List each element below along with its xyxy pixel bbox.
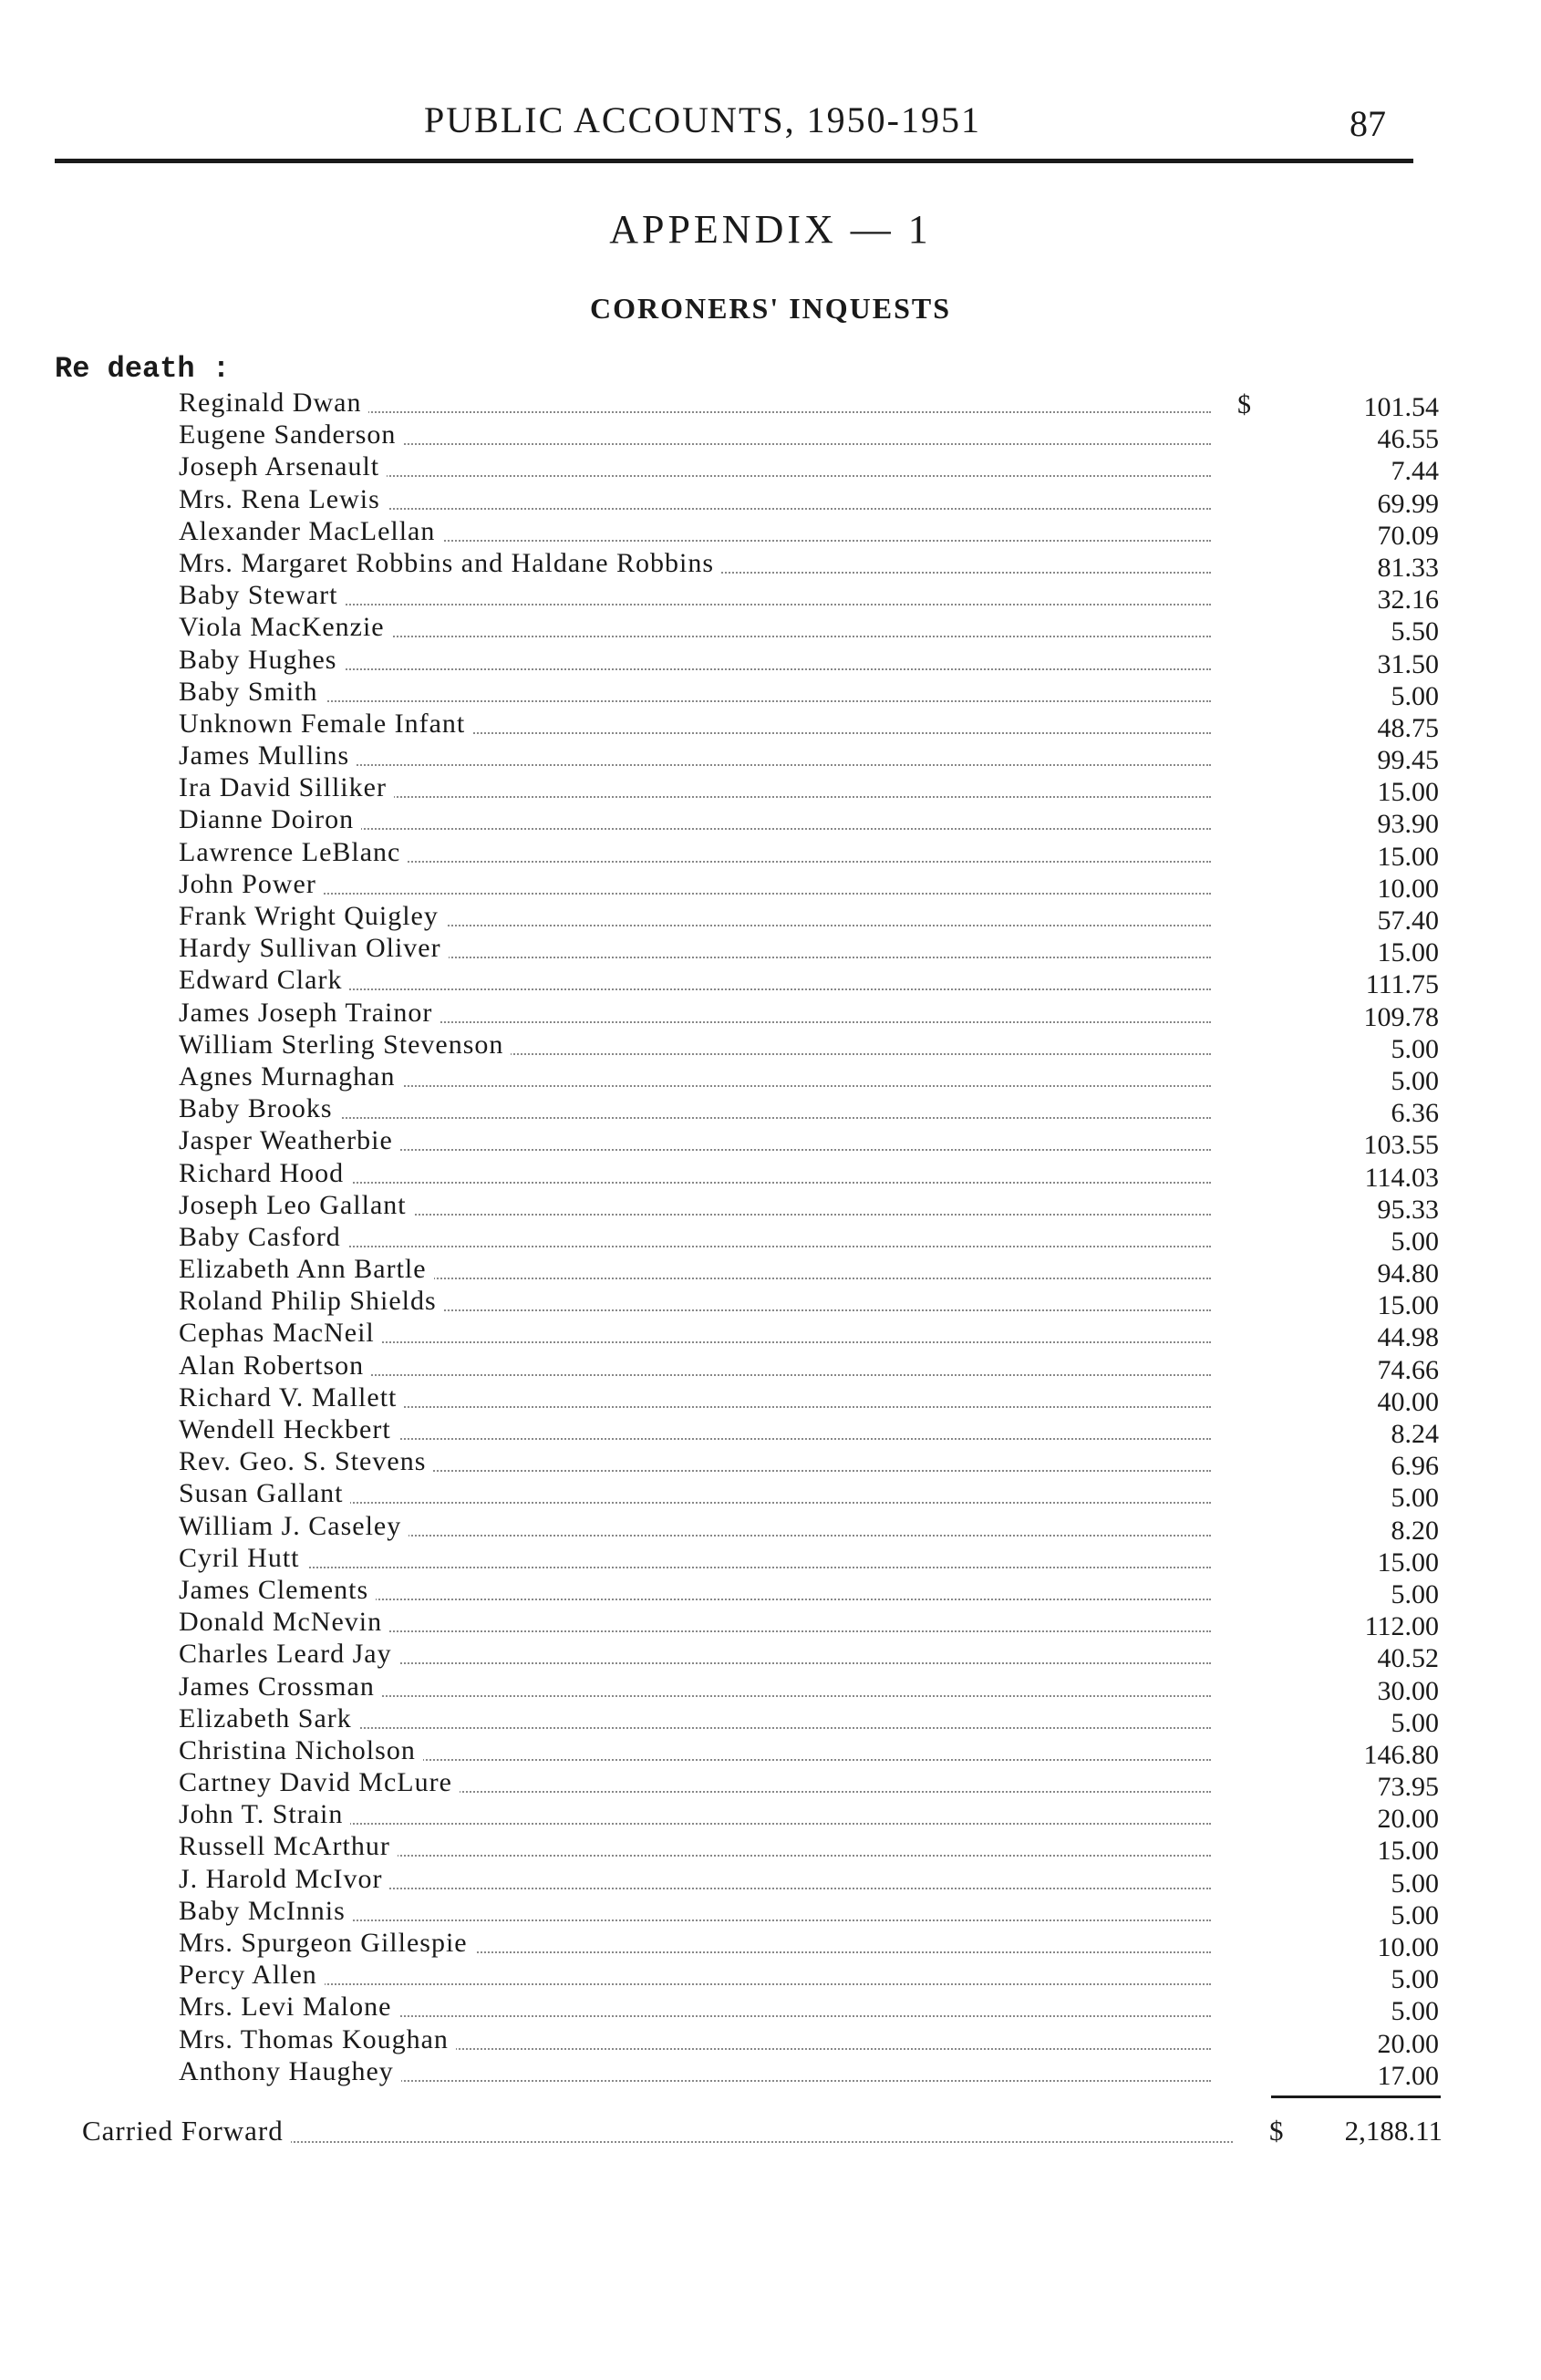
inquest-amount: 15.00 [1377, 1547, 1439, 1578]
inquest-amount: 17.00 [1377, 2060, 1439, 2091]
ledger-row [0, 740, 1541, 776]
deceased-name: James Crossman [179, 1671, 382, 1702]
ledger-row [0, 483, 1541, 519]
inquest-amount: 5.00 [1391, 680, 1439, 711]
inquest-amount: 31.50 [1377, 648, 1439, 679]
ledger-row [0, 2023, 1541, 2059]
ledger-row [0, 1798, 1541, 1835]
deceased-name: Alexander MacLellan [179, 515, 442, 547]
ledger-row [0, 1317, 1541, 1353]
ledger-row [0, 900, 1541, 936]
total-rule [1271, 2095, 1441, 2098]
ledger-row [0, 1542, 1541, 1578]
currency-symbol: $ [1237, 389, 1251, 419]
ledger-row [0, 419, 1541, 455]
inquest-amount: 74.66 [1377, 1354, 1439, 1385]
dot-leader [179, 1983, 1211, 1985]
deceased-name: William J. Caseley [179, 1510, 409, 1542]
dot-leader [179, 893, 1211, 895]
ledger-row [0, 868, 1541, 904]
deceased-name: Mrs. Spurgeon Gillespie [179, 1927, 475, 1959]
ledger-row [0, 1510, 1541, 1546]
ledger-row [0, 1445, 1541, 1482]
inquest-amount: 32.16 [1377, 585, 1439, 616]
ledger-row [0, 1061, 1541, 1096]
inquest-amount: 8.20 [1391, 1515, 1439, 1546]
ledger-row [0, 771, 1541, 808]
inquest-amount: 15.00 [1377, 777, 1439, 808]
inquest-amount: 93.90 [1377, 809, 1439, 840]
dot-leader [179, 1567, 1211, 1568]
deceased-name: Agnes Murnaghan [179, 1061, 402, 1092]
deceased-name: Baby Stewart [179, 579, 345, 611]
ledger-row [0, 932, 1541, 968]
inquest-amount: 70.09 [1377, 520, 1439, 551]
ledger-row [0, 708, 1541, 743]
ledger-row [0, 1895, 1541, 1930]
deceased-name: Christina Nicholson [179, 1734, 423, 1766]
inquest-amount: 46.55 [1377, 424, 1439, 455]
deceased-name: Susan Gallant [179, 1477, 350, 1509]
ledger-row [0, 611, 1541, 647]
inquest-amount: 5.00 [1391, 1578, 1439, 1609]
ledger-row [0, 1413, 1541, 1449]
deceased-name: Lawrence LeBlanc [179, 836, 408, 868]
header-rule [55, 159, 1413, 163]
inquest-amount: 48.75 [1377, 712, 1439, 743]
deceased-name: J. Harold McIvor [179, 1863, 389, 1895]
deceased-name: Joseph Arsenault [179, 450, 387, 482]
inquest-amount: 95.33 [1377, 1194, 1439, 1225]
deceased-name: Viola MacKenzie [179, 611, 392, 643]
deceased-name: Rev. Geo. S. Stevens [179, 1445, 433, 1477]
ledger-row [0, 1381, 1541, 1417]
deceased-name: Baby McInnis [179, 1895, 353, 1927]
ledger-row [0, 1734, 1541, 1770]
deceased-name: Cyril Hutt [179, 1542, 307, 1574]
deceased-name: Cephas MacNeil [179, 1317, 382, 1349]
re-death-subheading: Re death : [55, 352, 231, 386]
inquest-amount: 109.78 [1363, 1001, 1439, 1032]
ledger-row [0, 1574, 1541, 1609]
ledger-row [0, 1189, 1541, 1225]
deceased-name: Hardy Sullivan Oliver [179, 932, 449, 964]
ledger-row [0, 644, 1541, 679]
ledger-row [0, 997, 1541, 1032]
inquest-amount: 8.24 [1391, 1419, 1439, 1449]
deceased-name: James Clements [179, 1574, 376, 1606]
deceased-name: Baby Brooks [179, 1092, 340, 1124]
ledger-row [0, 1702, 1541, 1738]
deceased-name: Cartney David McLure [179, 1766, 460, 1798]
ledger-row [0, 1285, 1541, 1321]
ledger-row [0, 803, 1541, 840]
inquest-amount: 5.00 [1391, 1065, 1439, 1096]
inquest-amount: 5.50 [1391, 616, 1439, 647]
inquest-amount: 7.44 [1391, 456, 1439, 487]
deceased-name: Dianne Doiron [179, 803, 361, 835]
ledger-row [0, 1959, 1541, 1995]
inquest-amount: 5.00 [1391, 1964, 1439, 1995]
inquest-amount: 15.00 [1377, 1290, 1439, 1321]
inquest-amount: 20.00 [1377, 1804, 1439, 1835]
deceased-name: Elizabeth Sark [179, 1702, 359, 1734]
carried-forward-amount: 2,188.11 [1344, 2115, 1443, 2147]
deceased-name: Elizabeth Ann Bartle [179, 1253, 434, 1285]
ledger-row [0, 1124, 1541, 1161]
deceased-name: Joseph Leo Gallant [179, 1189, 414, 1221]
inquest-amount: 114.03 [1364, 1162, 1439, 1193]
deceased-name: Edward Clark [179, 964, 349, 996]
inquest-amount: 99.45 [1377, 745, 1439, 776]
inquest-amount: 94.80 [1377, 1258, 1439, 1289]
inquest-amount: 5.00 [1391, 1033, 1439, 1064]
ledger-row [0, 1991, 1541, 2027]
carried-forward-label: Carried Forward [82, 2114, 291, 2148]
inquest-amount: 101.54 [1363, 392, 1439, 422]
ledger-row [0, 964, 1541, 1000]
inquest-amount: 146.80 [1363, 1739, 1439, 1770]
deceased-name: Mrs. Levi Malone [179, 1991, 398, 2023]
inquest-amount: 5.00 [1391, 1707, 1439, 1738]
inquest-amount: 57.40 [1377, 905, 1439, 936]
inquest-amount: 40.52 [1377, 1643, 1439, 1674]
page-number: 87 [1350, 103, 1386, 144]
deceased-name: Charles Leard Jay [179, 1638, 399, 1670]
inquest-amount: 15.00 [1377, 937, 1439, 968]
inquest-amount: 73.95 [1377, 1772, 1439, 1803]
deceased-name: Ira David Silliker [179, 771, 394, 803]
ledger-row [0, 1927, 1541, 1962]
inquest-amount: 5.00 [1391, 1996, 1439, 2027]
deceased-name: Baby Casford [179, 1221, 348, 1253]
deceased-name: Unknown Female Infant [179, 708, 472, 740]
inquest-amount: 112.00 [1364, 1611, 1439, 1642]
inquest-amount: 81.33 [1377, 552, 1439, 583]
ledger-row [0, 387, 1541, 422]
deceased-name: John Power [179, 868, 324, 900]
deceased-name: Frank Wright Quigley [179, 900, 446, 932]
ledger-row [0, 1092, 1541, 1129]
ledger-row [0, 547, 1541, 583]
deceased-name: Percy Allen [179, 1959, 325, 1991]
ledger-row [0, 1477, 1541, 1514]
ledger-row [0, 1766, 1541, 1803]
deceased-name: Roland Philip Shields [179, 1285, 444, 1317]
ledger-row [0, 450, 1541, 487]
inquest-amount: 5.00 [1391, 1226, 1439, 1257]
inquest-amount: 15.00 [1377, 1836, 1439, 1867]
ledger-row [0, 1029, 1541, 1064]
deceased-name: Mrs. Rena Lewis [179, 483, 388, 515]
carried-forward-row [0, 2114, 1541, 2150]
deceased-name: Wendell Heckbert [179, 1413, 398, 1445]
inquest-amount: 5.00 [1391, 1483, 1439, 1514]
inquest-ledger [0, 387, 1541, 2091]
inquest-amount: 20.00 [1377, 2028, 1439, 2059]
ledger-row [0, 515, 1541, 551]
appendix-title: APPENDIX — 1 [609, 207, 932, 252]
deceased-name: James Joseph Trainor [179, 997, 440, 1029]
deceased-name: Baby Hughes [179, 644, 344, 676]
deceased-name: William Sterling Stevenson [179, 1029, 511, 1061]
inquest-amount: 15.00 [1377, 841, 1439, 872]
ledger-row [0, 1253, 1541, 1289]
inquest-amount: 111.75 [1365, 969, 1439, 1000]
deceased-name: Donald McNevin [179, 1606, 389, 1638]
section-title: CORONERS' INQUESTS [589, 292, 952, 325]
ledger-row [0, 1157, 1541, 1193]
ledger-row [0, 1638, 1541, 1674]
ledger-row [0, 836, 1541, 872]
deceased-name: Mrs. Margaret Robbins and Haldane Robbins [179, 547, 721, 579]
ledger-row [0, 676, 1541, 711]
deceased-name: Alan Robertson [179, 1350, 371, 1381]
running-title: PUBLIC ACCOUNTS, 1950-1951 [424, 99, 981, 140]
deceased-name: James Mullins [179, 740, 357, 771]
inquest-amount: 6.36 [1391, 1098, 1439, 1129]
deceased-name: Baby Smith [179, 676, 326, 708]
ledger-row [0, 1350, 1541, 1385]
ledger-row [0, 1830, 1541, 1867]
ledger-row [0, 1671, 1541, 1706]
deceased-name: Reginald Dwan [179, 387, 368, 419]
deceased-name: Richard Hood [179, 1157, 351, 1189]
inquest-amount: 69.99 [1377, 488, 1439, 519]
inquest-amount: 10.00 [1377, 873, 1439, 904]
currency-symbol: $ [1269, 2115, 1284, 2147]
inquest-amount: 44.98 [1377, 1322, 1439, 1353]
deceased-name: Mrs. Thomas Koughan [179, 2023, 456, 2055]
ledger-row [0, 579, 1541, 616]
ledger-row [0, 1221, 1541, 1257]
deceased-name: Richard V. Mallett [179, 1381, 404, 1413]
deceased-name: Jasper Weatherbie [179, 1124, 400, 1156]
ledger-row [0, 1863, 1541, 1899]
inquest-amount: 5.00 [1391, 1868, 1439, 1899]
inquest-amount: 40.00 [1377, 1386, 1439, 1417]
ledger-row [0, 2055, 1541, 2091]
deceased-name: John T. Strain [179, 1798, 350, 1830]
inquest-amount: 5.00 [1391, 1899, 1439, 1930]
deceased-name: Russell McArthur [179, 1830, 398, 1862]
inquest-amount: 6.96 [1391, 1451, 1439, 1482]
ledger-row [0, 1606, 1541, 1642]
inquest-amount: 103.55 [1363, 1130, 1439, 1161]
dot-leader [179, 700, 1211, 702]
inquest-amount: 10.00 [1377, 1932, 1439, 1962]
deceased-name: Eugene Sanderson [179, 419, 403, 450]
deceased-name: Anthony Haughey [179, 2055, 401, 2087]
inquest-amount: 30.00 [1377, 1675, 1439, 1706]
